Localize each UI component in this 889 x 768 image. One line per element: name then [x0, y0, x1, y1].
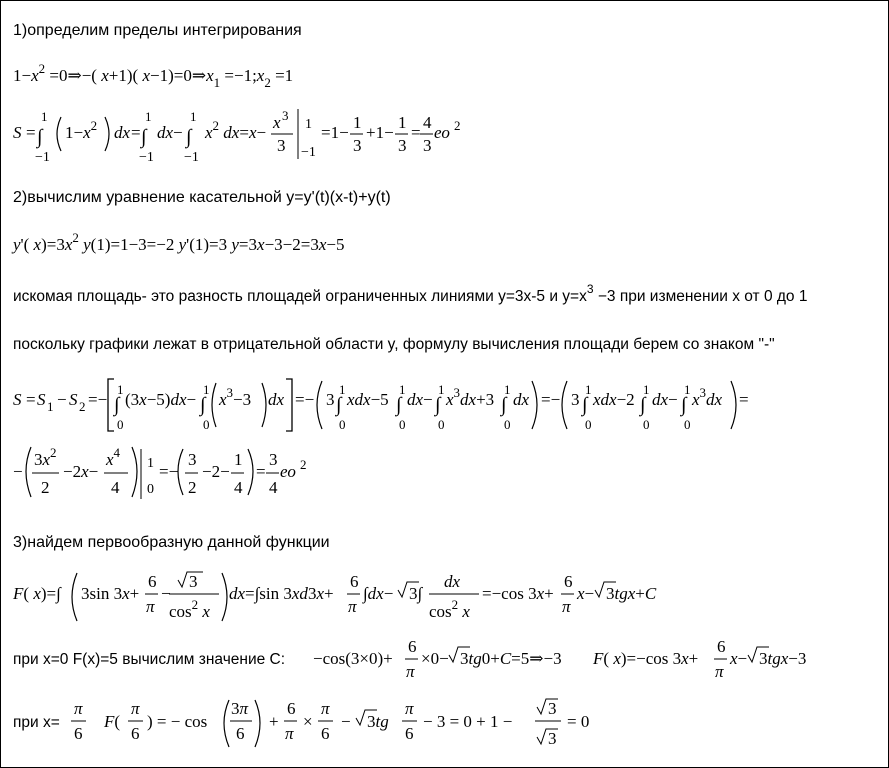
svg-text:искомая площадь- это разность: искомая площадь- это разность площадей ограниченных линиями y=3x-5 и $y=x^3 -3$ при изменении x от 0 до 1 [13, 282, 808, 305]
svg-text:=: = [26, 123, 36, 142]
svg-text:F( x)=∫: F( x)=∫ [13, 584, 61, 603]
svg-text:3: 3 [548, 699, 557, 718]
svg-text:−: − [161, 584, 171, 603]
svg-text:0: 0 [585, 417, 592, 432]
svg-text:∫: ∫ [396, 394, 402, 416]
svg-text:cos2 x: $\cos^2 x$ [169, 597, 210, 621]
svg-text:=−: =− [295, 390, 315, 409]
svg-text:) = − cos: ) = − cos [147, 712, 208, 731]
svg-text:4: 4 [269, 478, 278, 497]
svg-text:0: 0 [684, 417, 691, 432]
svg-text:1: 1 [147, 456, 154, 471]
svg-text:S: S [13, 123, 22, 142]
svg-text:x3dx+3: $x^3dx+3$ [446, 385, 495, 409]
svg-text:∫: ∫ [114, 394, 120, 416]
svg-text:3tg: 3tg [367, 712, 389, 731]
svg-text:S: S [37, 390, 46, 409]
svg-text:dx: dx [444, 572, 461, 591]
svg-text:∫: ∫ [681, 394, 687, 416]
section-2-derivatives [11, 230, 344, 254]
svg-text:F( x)=−cos 3x+: F( x)=−cos 3x+ [593, 649, 699, 668]
svg-text:x: x [273, 113, 281, 132]
svg-text:=: = [26, 390, 36, 409]
svg-text:1: 1 [47, 399, 54, 414]
svg-text:π: π [74, 699, 83, 718]
svg-text:S: S [69, 390, 78, 409]
math-canvas [1, 1, 888, 767]
svg-text:6: 6 [74, 724, 83, 743]
svg-text:=: = [256, 462, 266, 481]
svg-text:dx−: dx− [652, 390, 678, 409]
svg-text:=−: =− [159, 462, 179, 481]
svg-text:=−: =− [541, 390, 561, 409]
svg-text:3tgx−3: 3tgx−3 [759, 649, 807, 668]
svg-text:6: 6 [287, 699, 296, 718]
svg-text:∫dx−: ∫dx− [363, 584, 394, 603]
svg-text:x−: x− [730, 649, 748, 668]
svg-text:π: π [146, 597, 155, 616]
svg-text:0: 0 [147, 482, 154, 497]
svg-text:4: 4 [423, 113, 432, 132]
svg-text:∫: ∫ [336, 394, 342, 416]
section-3-heading: 3)найдем первообразную данной функции [13, 534, 330, 551]
svg-text:3: 3 [188, 450, 197, 469]
svg-text:0: 0 [504, 417, 511, 432]
svg-text:0: 0 [399, 417, 406, 432]
svg-text:π: π [562, 597, 571, 616]
svg-text:+1−: +1− [366, 123, 394, 142]
svg-text:6: 6 [236, 724, 245, 743]
svg-text:−2x−: −2x− [63, 462, 99, 481]
svg-text:π: π [715, 662, 724, 681]
svg-text:3sin 3x+: 3sin 3x+ [81, 584, 140, 603]
svg-text:−: − [341, 712, 351, 731]
svg-text:1: 1 [339, 382, 346, 397]
svg-text:2: 2 [300, 457, 307, 472]
svg-text:−1: −1 [301, 145, 316, 160]
svg-text:1: 1 [399, 382, 406, 397]
svg-text:0: 0 [643, 417, 650, 432]
svg-text:∫: ∫ [186, 126, 192, 148]
svg-text:0: 0 [117, 417, 124, 432]
svg-text:−1: −1 [35, 150, 50, 165]
svg-text:6: 6 [321, 724, 330, 743]
svg-text:1: 1 [438, 382, 445, 397]
svg-text:∫: ∫ [582, 394, 588, 416]
check-prefix: при x= [13, 714, 60, 731]
svg-text:π: π [348, 597, 357, 616]
svg-text:2: 2 [454, 118, 461, 133]
svg-text:1−x2: $1-x^2$ [65, 118, 98, 142]
svg-text:=1−: =1− [321, 123, 349, 142]
svg-text:y'( x)=3x2 y(1)=1−3=−2: y'( $x)=3x^2$ y(1)=1−3=−2 y'(1)=3 y=3x−3−2=3x−5 [13, 230, 345, 254]
section-1-roots [13, 61, 293, 90]
section-3-condition [13, 637, 806, 681]
svg-text:0: 0 [203, 417, 210, 432]
svg-text:2: 2 [79, 399, 86, 414]
svg-text:ео: ео [434, 123, 450, 142]
svg-text:6: 6 [131, 724, 140, 743]
svg-text:xdx−5: xdx−5 [347, 390, 389, 409]
svg-text:∫: ∫ [435, 394, 441, 416]
svg-text:x3−3: $x^3-3$ [219, 385, 252, 409]
svg-text:1: 1 [305, 117, 312, 132]
svg-text:dx: dx [513, 390, 530, 409]
svg-text:3∫: 3∫ [409, 584, 423, 603]
section-2-heading: 2)вычислим уравнение касательной y=y'(t)(x-t)+y(t) [13, 189, 391, 206]
svg-text:−2−: −2− [202, 462, 230, 481]
svg-text:1: 1 [585, 382, 592, 397]
svg-text:1−x2 =0⇒−( x+1)( x−1)=0⇒x1 =−1: $1-x^2$ =0⇒−( x+1)( $x-1)=0\Rightarrow x_1$ $=-1;x_2 =1$ [13, 61, 294, 90]
svg-text:dx=∫sin 3xd3x+: dx=∫sin 3xd3x+ [229, 584, 334, 603]
svg-text:1: 1 [203, 382, 210, 397]
svg-text:π: π [405, 699, 414, 718]
svg-text:3: 3 [277, 136, 286, 155]
svg-text:∫: ∫ [141, 126, 147, 148]
svg-text:ео: ео [280, 462, 296, 481]
svg-text:−: − [173, 123, 183, 142]
svg-text:∫: ∫ [640, 394, 646, 416]
condition-prefix: при x=0 F(x)=5 вычислим значение C: [13, 651, 286, 668]
svg-text:1: 1 [643, 382, 650, 397]
svg-text:6: 6 [350, 572, 359, 591]
svg-text:−cos(3×0)+: −cos(3×0)+ [313, 649, 393, 668]
section-2-result [13, 445, 307, 499]
svg-text:− 3 = 0 + 1 −: − 3 = 0 + 1 − [423, 712, 513, 731]
svg-text:1: 1 [234, 450, 243, 469]
svg-text:π: π [406, 662, 415, 681]
svg-text:+: + [269, 712, 279, 731]
svg-text:1: 1 [190, 109, 197, 124]
svg-text:π: π [321, 699, 330, 718]
svg-text:1: 1 [504, 382, 511, 397]
svg-text:S: S [13, 390, 22, 409]
svg-text:x−: x− [577, 584, 595, 603]
svg-text:−: − [13, 462, 23, 481]
svg-text:6: 6 [408, 637, 417, 656]
svg-text:2: 2 [188, 478, 197, 497]
svg-text:1: 1 [398, 113, 407, 132]
svg-text:4: 4 [234, 478, 243, 497]
svg-text:3: 3 [269, 450, 278, 469]
section-2-area [13, 379, 749, 432]
svg-text:3: 3 [189, 572, 198, 591]
svg-text:F(: F( [104, 712, 121, 731]
svg-text:−: − [57, 390, 67, 409]
svg-text:∫: ∫ [501, 394, 507, 416]
svg-text:3π: 3π [231, 699, 249, 718]
svg-text:π: π [285, 724, 294, 743]
section-2-sentence-2: поскольку графики лежат в отрицательной области y, формулу вычисления площади берем со знаком "-" [13, 336, 775, 353]
svg-text:2: 2 [41, 478, 50, 497]
svg-text:cos2 x: $\cos^2 x$ [429, 597, 470, 621]
section-1-area [13, 108, 461, 165]
svg-text:3: 3 [326, 390, 335, 409]
svg-text:×0−: ×0− [421, 649, 449, 668]
section-1-heading: 1)определим пределы интегрирования [13, 22, 302, 39]
svg-text:6: 6 [717, 637, 726, 656]
svg-text:0: 0 [438, 417, 445, 432]
svg-text:x4: $x^4$ [106, 445, 121, 469]
svg-text:−1: −1 [184, 150, 199, 165]
svg-text:0: 0 [339, 417, 346, 432]
svg-text:x3dx: $x^3dx$ [692, 385, 723, 409]
svg-text:×: × [303, 712, 313, 731]
svg-text:4: 4 [111, 478, 120, 497]
svg-text:1: 1 [353, 113, 362, 132]
svg-text:3x2: $3x^2$ [34, 445, 57, 469]
svg-text:3: 3 [571, 390, 580, 409]
svg-text:xdx−2: xdx−2 [593, 390, 635, 409]
svg-text:6: 6 [564, 572, 573, 591]
svg-text:∫: ∫ [37, 126, 43, 148]
svg-text:3tg0+C=5⇒−3: 3tg0+C=5⇒−3 [460, 649, 562, 668]
svg-text:=−cos 3x+: =−cos 3x+ [482, 584, 554, 603]
svg-text:3: 3 [353, 136, 362, 155]
svg-text:3: 3 [282, 108, 289, 123]
section-2-sentence-1 [13, 282, 807, 305]
svg-text:3: 3 [423, 136, 432, 155]
svg-text:∫: ∫ [200, 394, 206, 416]
section-3-antiderivative [12, 572, 657, 621]
svg-text:π: π [131, 699, 140, 718]
svg-text:=: = [411, 123, 421, 142]
svg-text:1: 1 [684, 382, 691, 397]
svg-text:(3x−5)dx−: (3x−5)dx− [125, 390, 197, 409]
svg-text:1: 1 [41, 109, 48, 124]
svg-text:=: = [131, 123, 141, 142]
svg-text:1: 1 [117, 382, 124, 397]
svg-text:dx: dx [114, 123, 131, 142]
svg-text:3tgx+C: 3tgx+C [606, 584, 657, 603]
svg-text:3: 3 [548, 729, 557, 748]
svg-text:6: 6 [148, 572, 157, 591]
svg-text:6: 6 [405, 724, 414, 743]
svg-text:= 0: = 0 [567, 712, 590, 731]
svg-text:3: 3 [398, 136, 407, 155]
section-3-check [13, 699, 589, 748]
svg-text:dx−: dx− [407, 390, 433, 409]
svg-text:dx: dx [157, 123, 174, 142]
svg-text:=: = [739, 390, 749, 409]
svg-text:dx: dx [268, 390, 285, 409]
svg-text:−1: −1 [139, 150, 154, 165]
svg-text:x2 dx=x−: $x^2$ dx=x− [205, 118, 267, 142]
svg-text:=−: =− [88, 390, 108, 409]
svg-text:1: 1 [145, 109, 152, 124]
